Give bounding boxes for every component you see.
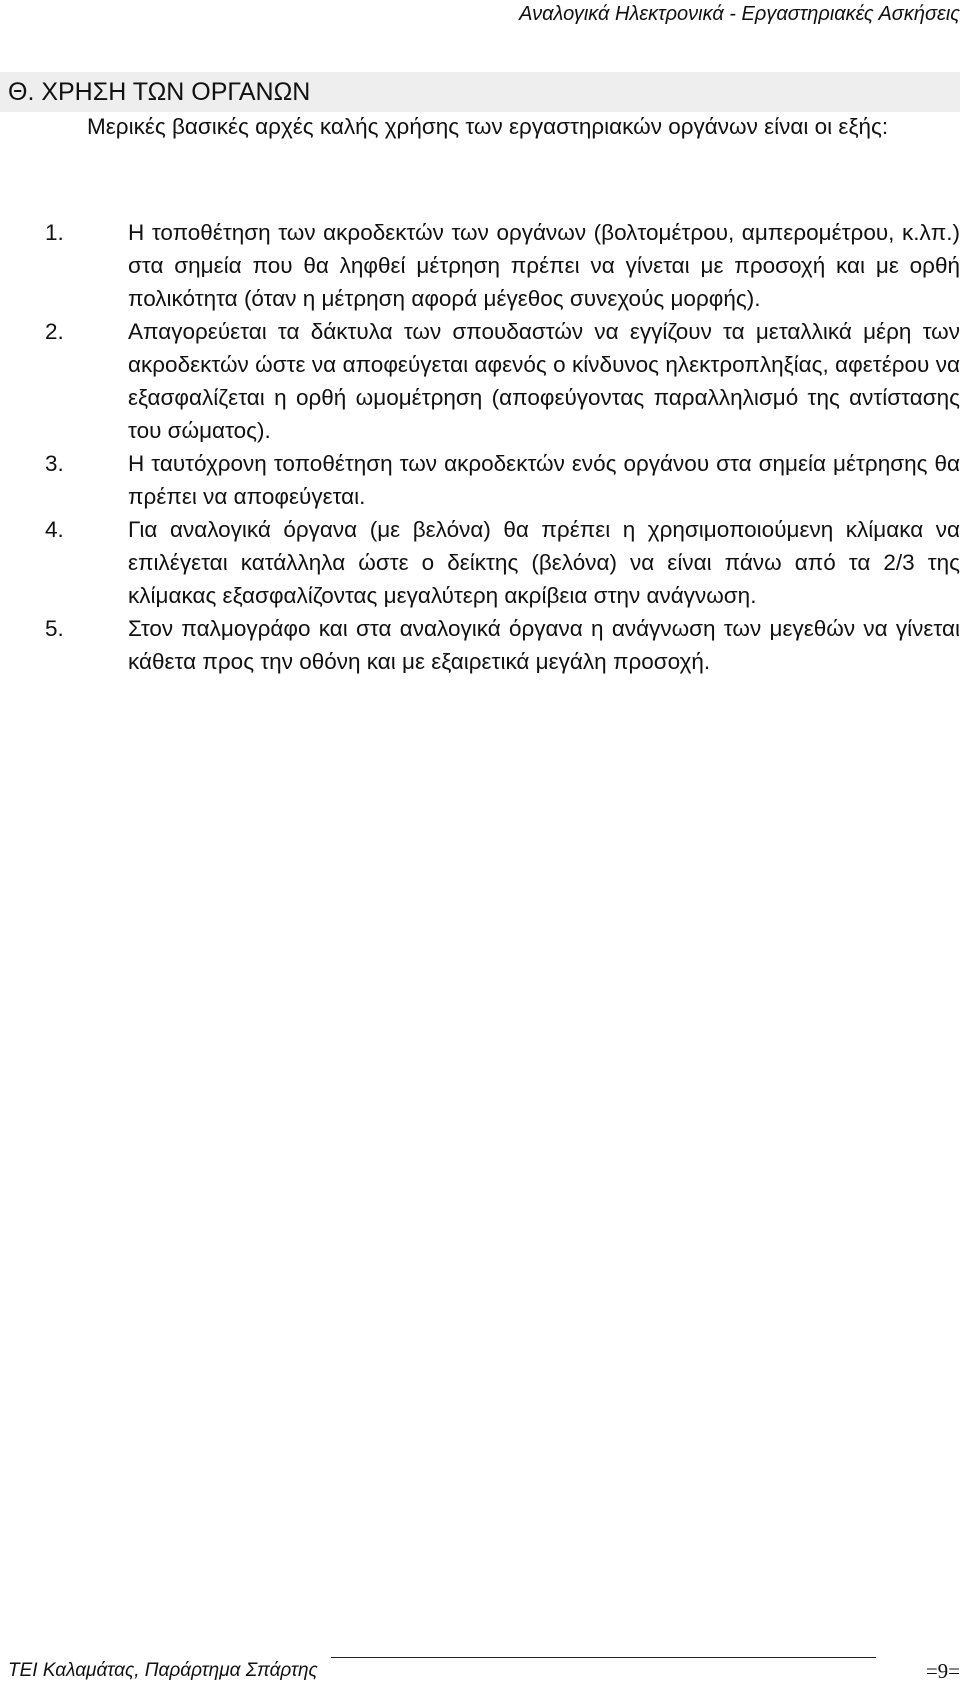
page-footer [8,1660,960,1682]
list-item [8,315,960,447]
list-item [8,612,960,678]
running-header [0,0,960,35]
intro-text: Μερικές βασικές αρχές καλής χρήσης των εργαστηριακών οργάνων είναι οι εξής: [87,114,889,139]
list-item-text: Η ταυτόχρονη τοποθέτηση των ακροδεκτών ενός οργάνου στα σημεία μέτρησης θα πρέπει να αποφεύγεται. [128,451,960,509]
list-item [8,216,960,315]
section-title: Θ. ΧΡΗΣΗ ΤΩΝ ΟΡΓΑΝΩΝ [8,78,311,106]
list-item-number: 3. [45,451,64,476]
list-item-text: Για αναλογικά όργανα (με βελόνα) θα πρέπει η χρησιμοποιούμενη κλίμακα να επιλέγεται κατάλληλα ώστε ο δείκτης (βελόνα) να είναι πάνω από τα 2/3 της κλίμακας εξασφαλίζοντας μεγαλύτερη ακρίβεια στην ανάγνωση. [128,517,960,608]
list-item-number: 5. [45,616,64,641]
footer-institution: ΤΕΙ Καλαμάτας, Παράρτημα Σπάρτης [8,1660,318,1681]
list-item-number: 4. [45,517,64,542]
list-item-text: Απαγορεύεται τα δάκτυλα των σπουδαστών να εγγίζουν τα μεταλλικά μέρη των ακροδεκτών ώστε να αποφεύγεται αφενός ο κίνδυνος ηλεκτροπληξίας, αφετέρου να εξασφαλίζεται η ορθή ωμομέτρηση (αποφεύγοντας παραλληλισμό της αντίστασης του σώματος). [128,319,960,443]
list-item-text: Στον παλμογράφο και στα αναλογικά όργανα η ανάγνωση των μεγεθών να γίνεται κάθετα προς την οθόνη και με εξαιρετικά μεγάλη προσοχή. [128,616,960,674]
running-header-title: Αναλογικά Ηλεκτρονικά - Εργαστηριακές Ασκήσεις [519,3,960,25]
list-item [8,447,960,513]
list-item-number: 1. [45,220,64,245]
guidelines-list [8,216,960,678]
page-number: =9= [925,1659,960,1683]
list-item-text: Η τοποθέτηση των ακροδεκτών των οργάνων (βολτομέτρου, αμπερομέτρου, κ.λπ.) στα σημεία που θα ληφθεί μέτρηση πρέπει να γίνεται με προσοχή και με ορθή πολικότητα (όταν η μέτρηση αφορά μέγεθος συνεχούς μορφής). [128,220,960,311]
footer-divider [331,1657,876,1658]
list-item-number: 2. [45,319,64,344]
intro-paragraph [8,109,960,144]
list-item [8,513,960,612]
